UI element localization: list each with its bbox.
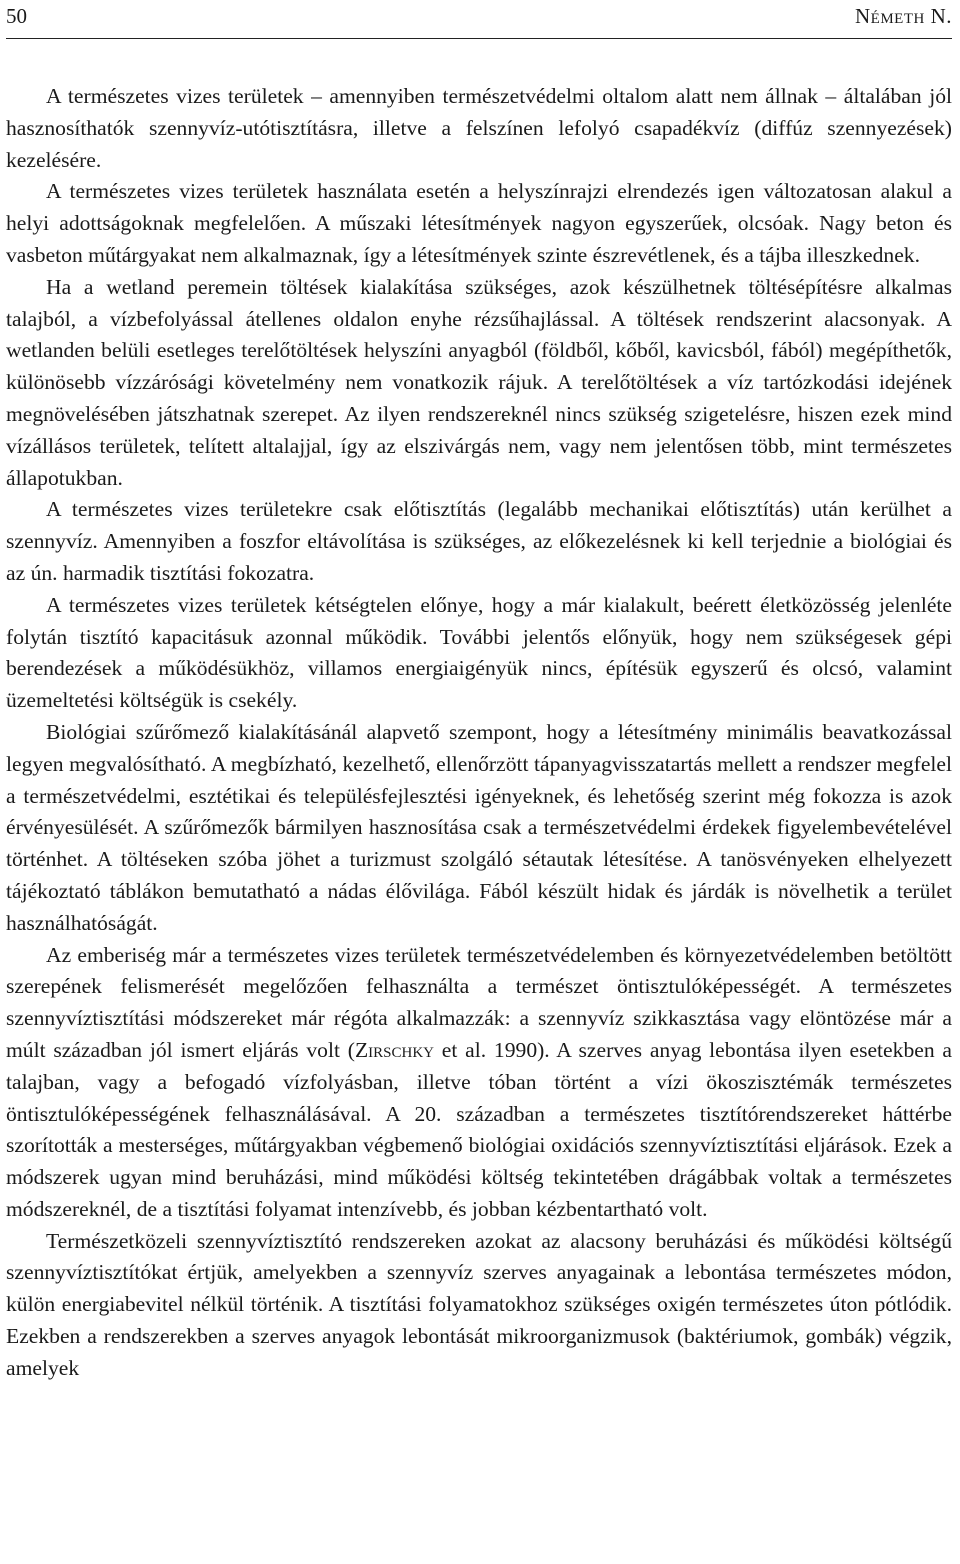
paragraph: A természetes vizes területek – amennyiben természetvédelmi oltalom alatt nem állnak – általában jól hasznosíthatók szennyvíz-utótisztításra, illetve a felszínen lefolyó csapadékvíz (diffúz szennyezések) kezelésére. (6, 84, 952, 172)
book-page (6, 0, 952, 1385)
page-header (6, 0, 952, 39)
paragraph-text: Az emberiség már a természetes vizes területek természetvédelemben és környezetvédelemben betöltött szerepének felismerését megelőzően felhasználta a természet öntisztulóképességét. A természetes szennyvíztisztítási módszereket már régóta alkalmazzák: a szennyvíz szikkasztása vagy elöntözése már a múlt században jól ismert eljárás volt ( (6, 942, 952, 1062)
paragraph: Természetközeli szennyvíztisztító rendszereken azokat az alacsony beruházási és működési költségű szennyvíztisztítókat értjük, amelyekben a szennyvíz szerves anyagainak a lebontása természetes módon, külön energiabevitel nélkül történik. A tisztítási folyamatokhoz szükséges oxigén természetes úton pótlódik. Ezekben a rendszerekben a szerves anyagok lebontását mikroorganizmusok (baktériumok, gombák) végzik, amelyek (6, 1228, 952, 1380)
paragraph (6, 940, 952, 1226)
paragraph: A természetes vizes területek használata esetén a helyszínrajzi elrendezés igen változatosan alakul a helyi adottságoknak megfelelően. A műszaki létesítmények nagyon egyszerűek, olcsóak. Nagy beton és vasbeton műtárgyakat nem alkalmaznak, így a létesítmények szinte észrevétlenek, és a tájba illeszkednek. (6, 179, 952, 267)
citation-author: Zirschky (354, 1037, 434, 1062)
paragraph-text: et al. 1990). A szerves anyag lebontása ilyen esetekben a talajban, vagy a befogadó vízfolyásban, illetve tóban történt a vízi ökoszisztémák természetes öntisztulóképességének felhasználásával. A 20. században a természetes tisztítórendszereket háttérbe szorították a mesterséges, műtárgyakban végbemenő biológiai oxidációs szennyvíztisztítási eljárások. Ezek a módszerek ugyan mind beruházási, mind működési költség tekintetében drágábbak voltak a természetes módszereknél, de a tisztítási folyamat intenzívebb, és jobban kézbentartható volt. (6, 1037, 952, 1221)
body-text (6, 81, 952, 1385)
paragraph: A természetes vizes területek kétségtelen előnye, hogy a már kialakult, beérett életközösség jelenléte folytán tisztító kapacitásuk azonnal működik. További jelentős előnyük, hogy nem szükségesek gépi berendezések a működésükhöz, villamos energiaigényük nincs, építésük egyszerű és olcsó, valamint üzemeltetési költségük is csekély. (6, 592, 952, 713)
paragraph: Biológiai szűrőmező kialakításánál alapvető szempont, hogy a létesítmény minimális beavatkozással legyen megvalósítható. A megbízható, kezelhető, ellenőrzött tápanyagvisszatartás mellett a rendszer megfelel a természetvédelmi, esztétikai és településfejlesztési igényeknek, és lehetőség szerint még fokozza is azok érvényesülését. A szűrőmezők bármilyen hasznosítása csak a természetvédelmi érdekek figyelembevételével történhet. A töltéseken szóba jöhet a turizmust szolgáló sétautak létesítése. A tanösvényeken elhelyezett tájékoztató táblákon bemutatható a nádas élővilága. Fából készült hidak és járdák is növelhetik a terület használhatóságát. (6, 719, 952, 935)
paragraph: Ha a wetland peremein töltések kialakítása szükséges, azok készülhetnek töltésépítésre alkalmas talajból, a vízbefolyással átellenes oldalon enyhe rézsűhajlással. A töltések rendszerint alacsonyak. A wetlanden belüli esetleges terelőtöltések helyszíni anyagból (földből, kőből, kavicsból, fából) megépíthetők, különösebb vízzárósági követelmény nem vonatkozik rájuk. A terelőtöltések a víz tartózkodási idejének megnövelésében játszhatnak szerepet. Az ilyen rendszereknél nincs szükség szigetelésre, hiszen ezek mind vízállásos területek, telített altalajjal, így az elszivárgás nem, vagy nem jelentősen több, mint természetes állapotukban. (6, 274, 952, 490)
paragraph: A természetes vizes területekre csak előtisztítás (legalább mechanikai előtisztítás) után kerülhet a szennyvíz. Amennyiben a foszfor eltávolítása is szükséges, az előkezelésnek ki kell terjednie a biológiai és az ún. harmadik tisztítási fokozatra. (6, 497, 952, 585)
page-number: 50 (6, 4, 27, 28)
running-head: Németh N. (855, 4, 952, 28)
